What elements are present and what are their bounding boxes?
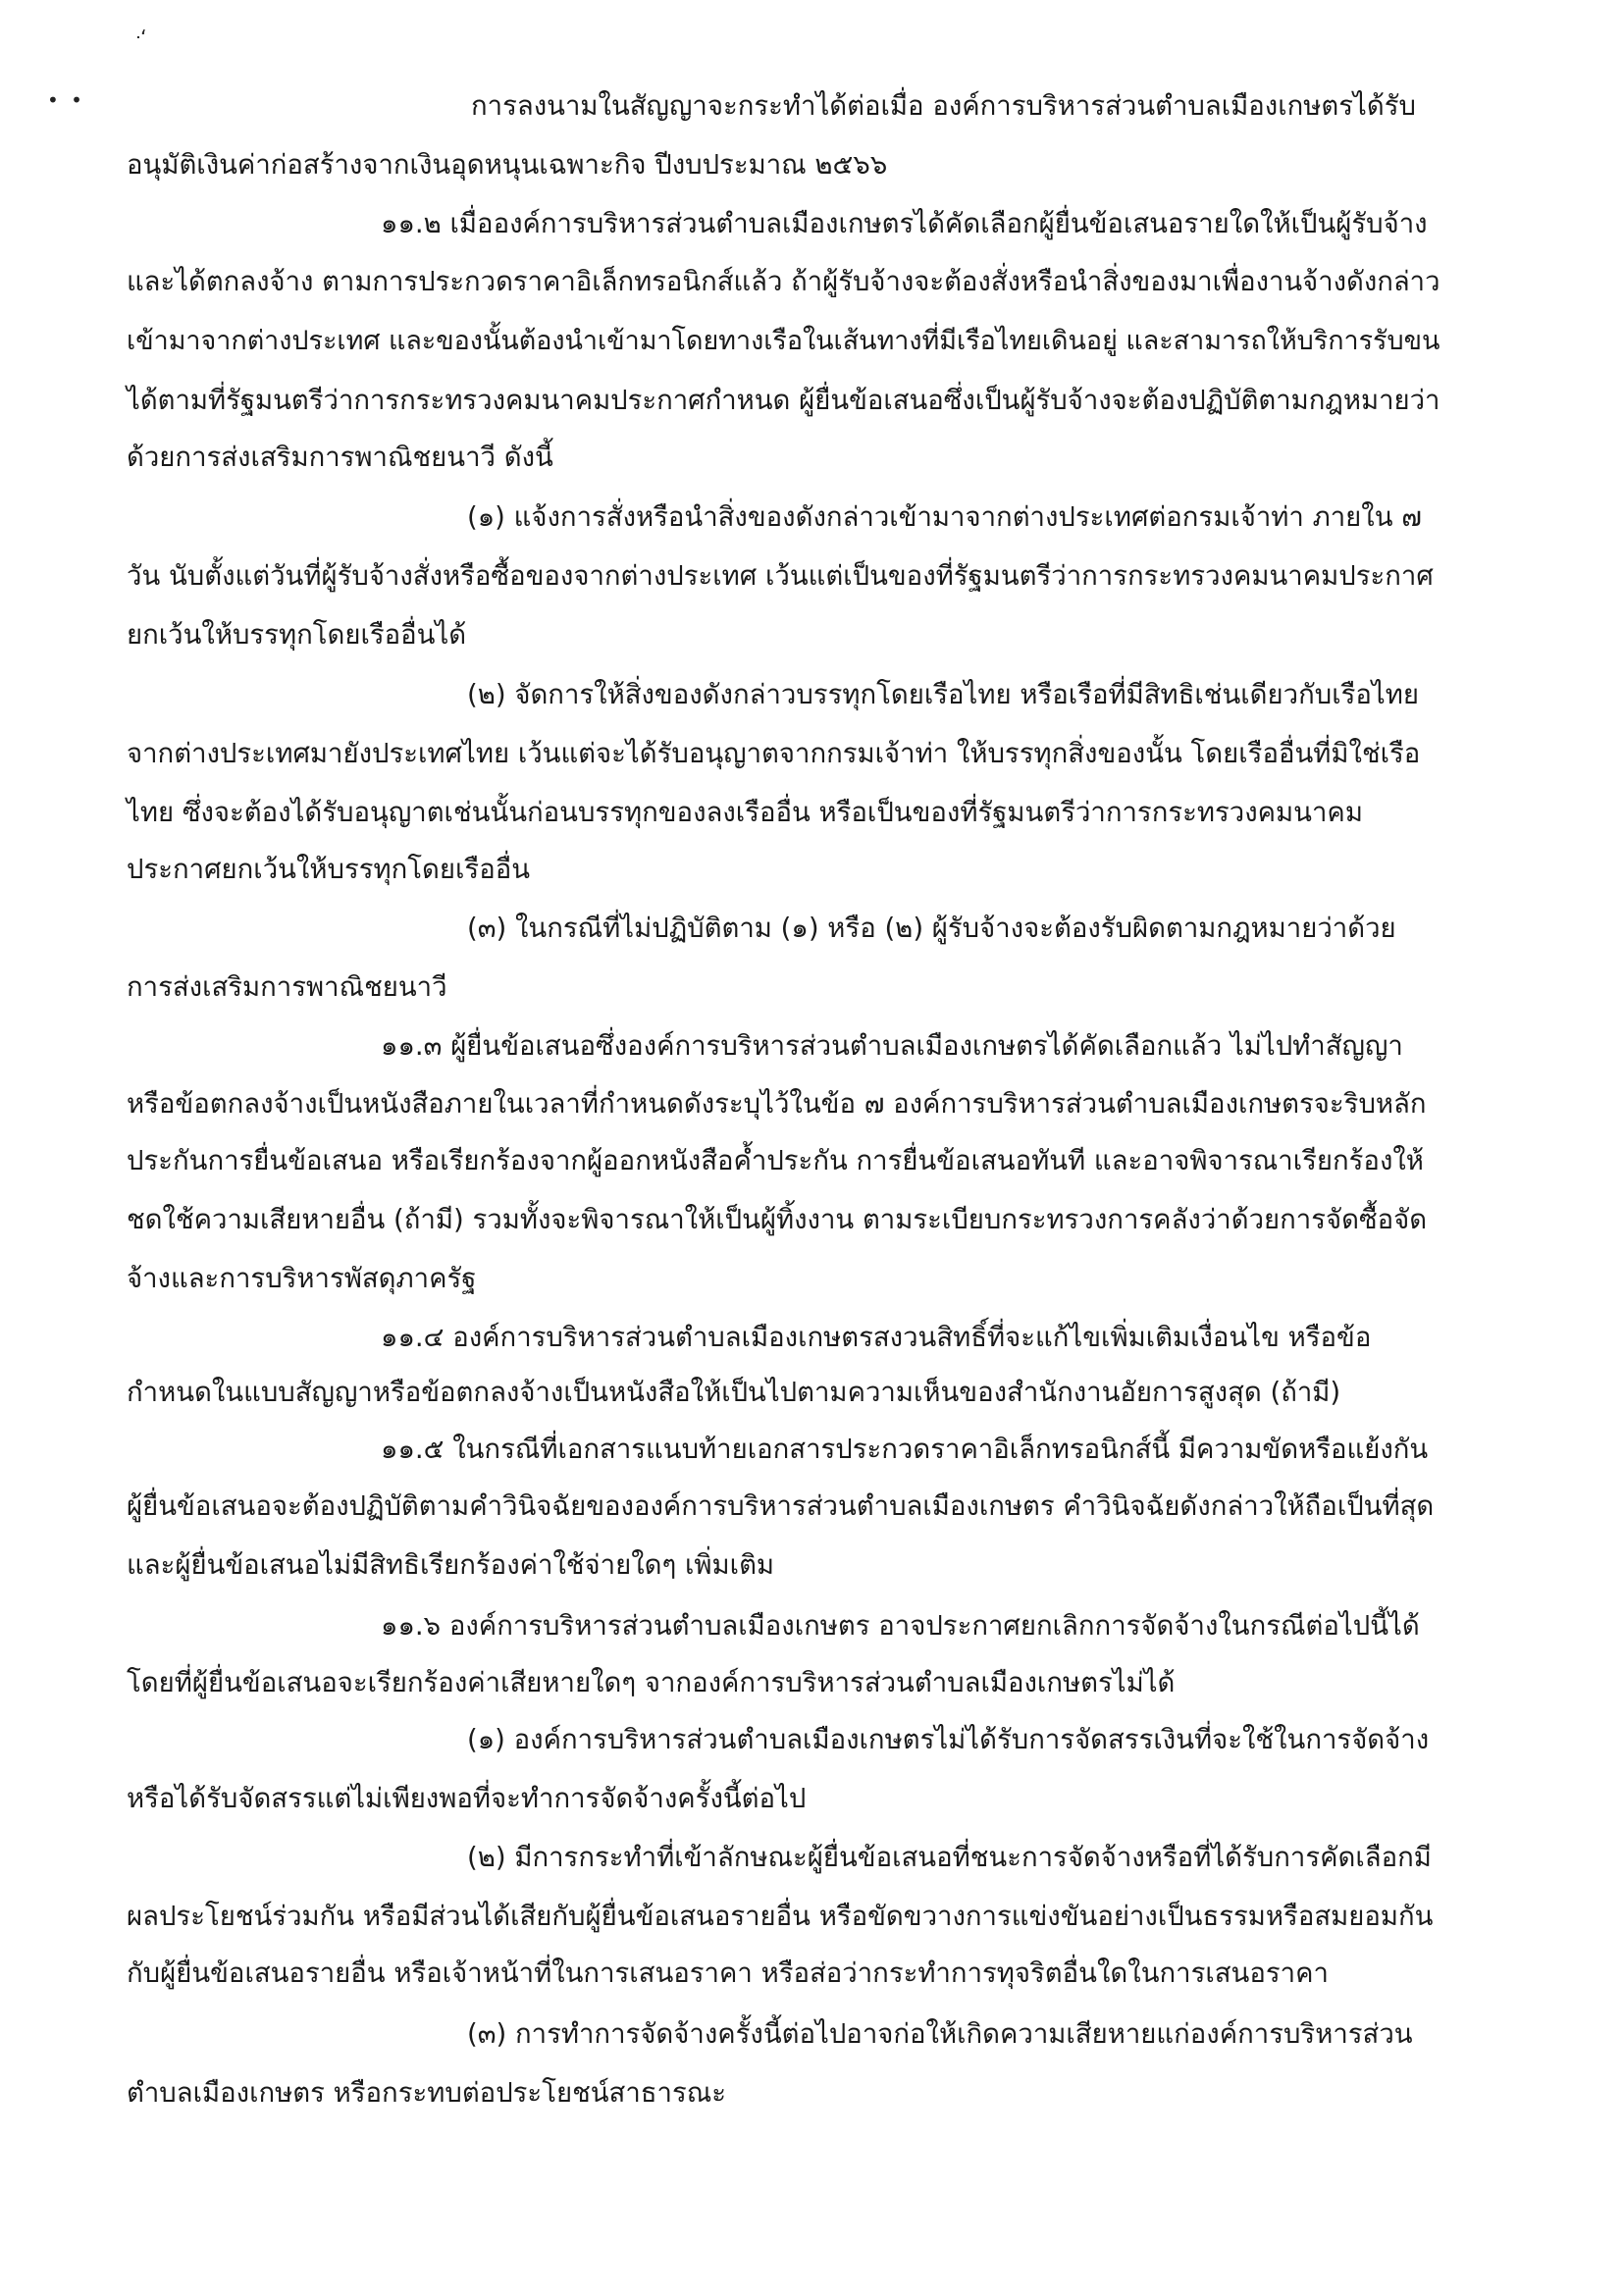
- text-line: และผู้ยื่นข้อเสนอไม่มีสิทธิเรียกร้องค่าใช้จ่ายใดๆ เพิ่มเติม: [127, 1549, 775, 1581]
- text-line: โดยที่ผู้ยื่นข้อเสนอจะเรียกร้องค่าเสียหายใดๆ จากองค์การบริหารส่วนตำบลเมืองเกษตรไม่ได้: [127, 1667, 1176, 1698]
- text-line: ได้ตามที่รัฐมนตรีว่าการกระทรวงคมนาคมประกาศกำหนด ผู้ยื่นข้อเสนอซึ่งเป็นผู้รับจ้างจะต้องปฏิบัติตามกฎหมายว่า: [127, 385, 1440, 416]
- text-line: อนุมัติเงินค่าก่อสร้างจากเงินอุดหนุนเฉพาะกิจ ปีงบประมาณ ๒๕๖๖: [127, 149, 888, 181]
- text-line: ด้วยการส่งเสริมการพาณิชยนาวี ดังนี้: [127, 442, 553, 473]
- text-line: ผลประโยชน์ร่วมกัน หรือมีส่วนได้เสียกับผู้ยื่นข้อเสนอรายอื่น หรือขัดขวางการแข่งขันอย่างเป็นธรรมหรือสมยอมกัน: [127, 1901, 1434, 1932]
- text-line: ชดใช้ความเสียหายอื่น (ถ้ามี) รวมทั้งจะพิจารณาให้เป็นผู้ทิ้งงาน ตามระเบียบกระทรวงการคลังว่าด้วยการจัดซื้อจัด: [127, 1204, 1428, 1235]
- text-line: เข้ามาจากต่างประเทศ และของนั้นต้องนำเข้ามาโดยทางเรือในเส้นทางที่มีเรือไทยเดินอยู่ และสามารถให้บริการรับขน: [127, 326, 1440, 356]
- text-line: กับผู้ยื่นข้อเสนอรายอื่น หรือเจ้าหน้าที่ในการเสนอราคา หรือส่อว่ากระทำการทุจริตอื่นใดในการเสนอราคา: [127, 1957, 1329, 1989]
- text-line: การลงนามในสัญญาจะกระทำได้ต่อเมื่อ องค์การบริหารส่วนตำบลเมืองเกษตรได้รับ: [471, 90, 1416, 122]
- text-line: ประกันการยื่นข้อเสนอ หรือเรียกร้องจากผู้ออกหนังสือค้ำประกัน การยื่นข้อเสนอทันที และอาจพิจารณาเรียกร้องให้: [127, 1145, 1424, 1176]
- text-line: ตำบลเมืองเกษตร หรือกระทบต่อประโยชน์สาธารณะ: [127, 2077, 727, 2109]
- text-line: การส่งเสริมการพาณิชยนาวี: [127, 971, 447, 1003]
- clause-heading-11-4: ๑๑.๔ องค์การบริหารส่วนตำบลเมืองเกษตรสงวนสิทธิ์ที่จะแก้ไขเพิ่มเติมเงื่อนไข หรือข้อ: [381, 1322, 1372, 1353]
- text-line: กำหนดในแบบสัญญาหรือข้อตกลงจ้างเป็นหนังสือให้เป็นไปตามความเห็นของสำนักงานอัยการสูงสุด (ถ้ามี): [127, 1377, 1341, 1408]
- text-line: วัน นับตั้งแต่วันที่ผู้รับจ้างสั่งหรือซื้อของจากต่างประเทศ เว้นแต่เป็นของที่รัฐมนตรีว่าการกระทรวงคมนาคมประกาศ: [127, 560, 1434, 592]
- text-line: ยกเว้นให้บรรทุกโดยเรืออื่นได้: [127, 619, 467, 651]
- sub-item-line: (๑) แจ้งการสั่งหรือนำสิ่งของดังกล่าวเข้ามาจากต่างประเทศต่อกรมเจ้าท่า ภายใน ๗: [467, 501, 1422, 533]
- sub-item-line: (๒) มีการกระทำที่เข้าลักษณะผู้ยื่นข้อเสนอที่ชนะการจัดจ้างหรือที่ได้รับการคัดเลือกมี: [467, 1842, 1432, 1873]
- text-line: จากต่างประเทศมายังประเทศไทย เว้นแต่จะได้รับอนุญาตจากกรมเจ้าท่า ให้บรรทุกสิ่งของนั้น โดยเรืออื่นที่มิใช่เรือ: [127, 738, 1421, 769]
- clause-heading-11-5: ๑๑.๕ ในกรณีที่เอกสารแนบท้ายเอกสารประกวดราคาอิเล็กทรอนิกส์นี้ มีความขัดหรือแย้งกัน: [381, 1434, 1429, 1465]
- text-line: ประกาศยกเว้นให้บรรทุกโดยเรืออื่น: [127, 854, 531, 885]
- text-line: และได้ตกลงจ้าง ตามการประกวดราคาอิเล็กทรอนิกส์แล้ว ถ้าผู้รับจ้างจะต้องสั่งหรือนำสิ่งของมาเพื่องานจ้างดังกล่าว: [127, 267, 1440, 297]
- clause-heading-11-2: ๑๑.๒ เมื่อองค์การบริหารส่วนตำบลเมืองเกษตรได้คัดเลือกผู้ยื่นข้อเสนอรายใดให้เป็นผู้รับจ้าง: [381, 208, 1428, 239]
- sub-item-line: (๓) ในกรณีที่ไม่ปฏิบัติตาม (๑) หรือ (๒) ผู้รับจ้างจะต้องรับผิดตามกฎหมายว่าด้วย: [467, 913, 1396, 944]
- text-line: จ้างและการบริหารพัสดุภาครัฐ: [127, 1263, 477, 1294]
- clause-heading-11-6: ๑๑.๖ องค์การบริหารส่วนตำบลเมืองเกษตร อาจประกาศยกเลิกการจัดจ้างในกรณีต่อไปนี้ได้: [381, 1610, 1420, 1642]
- text-line: หรือได้รับจัดสรรแต่ไม่เพียงพอที่จะทำการจัดจ้างครั้งนี้ต่อไป: [127, 1783, 807, 1814]
- scan-mark-top: ᐧ‘: [135, 26, 147, 49]
- text-line: หรือข้อตกลงจ้างเป็นหนังสือภายในเวลาที่กำหนดดังระบุไว้ในข้อ ๗ องค์การบริหารส่วนตำบลเมืองเกษตรจะริบหลัก: [127, 1088, 1427, 1120]
- text-line: ผู้ยื่นข้อเสนอจะต้องปฏิบัติตามคำวินิจฉัยขององค์การบริหารส่วนตำบลเมืองเกษตร คำวินิจฉัยดังกล่าวให้ถือเป็นที่สุด: [127, 1490, 1435, 1522]
- sub-item-line: (๑) องค์การบริหารส่วนตำบลเมืองเกษตรไม่ได้รับการจัดสรรเงินที่จะใช้ในการจัดจ้าง: [467, 1724, 1430, 1755]
- text-line: ไทย ซึ่งจะต้องได้รับอนุญาตเช่นนั้นก่อนบรรทุกของลงเรืออื่น หรือเป็นของที่รัฐมนตรีว่าการกระทรวงคมนาคม: [127, 797, 1363, 828]
- sub-item-line: (๓) การทำการจัดจ้างครั้งนี้ต่อไปอาจก่อให้เกิดความเสียหายแก่องค์การบริหารส่วน: [467, 2018, 1413, 2050]
- scan-mark-left: • •: [47, 88, 85, 112]
- clause-heading-11-3: ๑๑.๓ ผู้ยื่นข้อเสนอซึ่งองค์การบริหารส่วนตำบลเมืองเกษตรได้คัดเลือกแล้ว ไม่ไปทำสัญญา: [381, 1030, 1403, 1062]
- sub-item-line: (๒) จัดการให้สิ่งของดังกล่าวบรรทุกโดยเรือไทย หรือเรือที่มีสิทธิเช่นเดียวกับเรือไทย: [467, 679, 1419, 710]
